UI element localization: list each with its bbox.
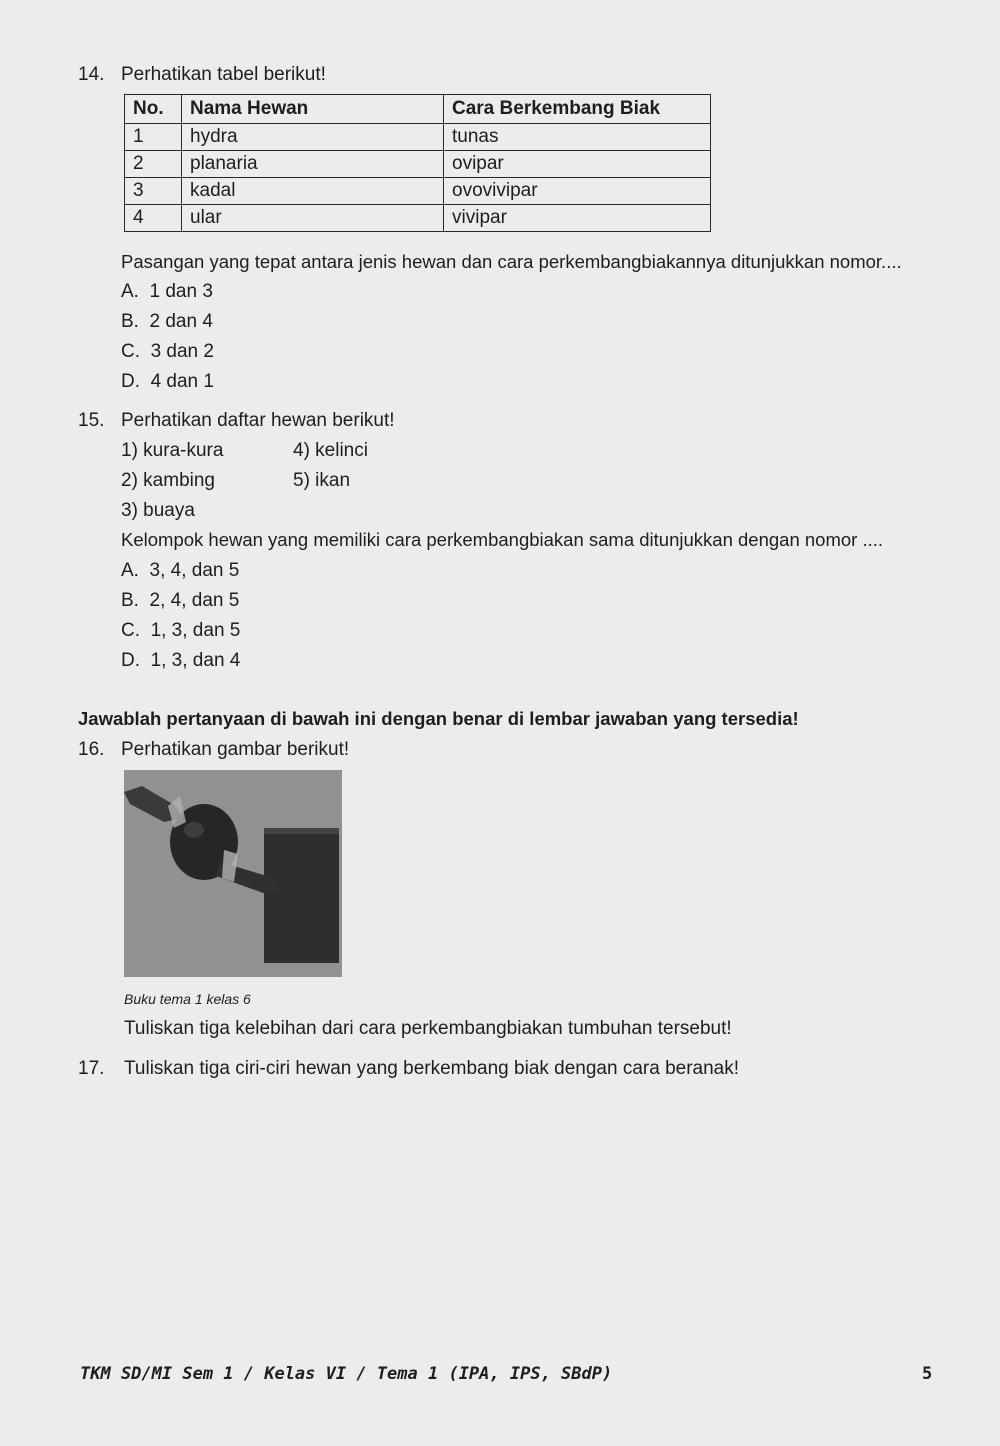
option-letter: A.: [121, 281, 139, 302]
table-cell: ular: [182, 205, 444, 232]
q15-option-c[interactable]: [121, 620, 240, 642]
table-row: [125, 178, 711, 205]
q15-option-d[interactable]: [121, 650, 240, 672]
option-letter: C.: [121, 341, 140, 362]
table-cell: 4: [125, 205, 182, 232]
section-instruction: Jawablah pertanyaan di bawah ini dengan benar di lembar jawaban yang tersedia!: [78, 708, 799, 729]
grafting-illustration: [124, 770, 342, 977]
table-header: No.: [125, 95, 182, 124]
option-text: 1, 3, dan 4: [150, 650, 241, 671]
q14-table: [124, 94, 711, 232]
table-row: [125, 124, 711, 151]
table-cell: planaria: [182, 151, 444, 178]
table-row: [125, 205, 711, 232]
table-cell: ovovivipar: [444, 178, 711, 205]
table-cell: 1: [125, 124, 182, 151]
q15-list-item: 5) ikan: [293, 470, 351, 491]
q15-list-item: 2) kambing: [121, 470, 215, 491]
q15-list-item: 1) kura-kura: [121, 440, 224, 461]
table-cell: hydra: [182, 124, 444, 151]
option-letter: D.: [121, 650, 140, 671]
q17-question: Tuliskan tiga ciri-ciri hewan yang berkembang biak dengan cara beranak!: [124, 1058, 740, 1079]
q15-prompt: Perhatikan daftar hewan berikut!: [121, 410, 395, 431]
option-letter: B.: [121, 590, 139, 611]
table-header: Nama Hewan: [182, 95, 444, 124]
bleed-through-text: [700, 64, 704, 81]
table-cell: kadal: [182, 178, 444, 205]
q14-option-b[interactable]: [121, 311, 213, 333]
option-letter: D.: [121, 371, 140, 392]
q14-option-a[interactable]: [121, 281, 213, 303]
q16-question: Tuliskan tiga kelebihan dari cara perkembangbiakan tumbuhan tersebut!: [124, 1018, 732, 1039]
q14-question: Pasangan yang tepat antara jenis hewan dan cara perkembangbiakannya ditunjukkan nomor....: [121, 251, 902, 272]
q15-list-item: 4) kelinci: [293, 440, 368, 461]
q16-number: 16.: [78, 739, 105, 760]
table-cell: 3: [125, 178, 182, 205]
option-text: 4 dan 1: [150, 371, 214, 392]
q15-list-item: 3) buaya: [121, 500, 195, 521]
option-text: 2, 4, dan 5: [149, 590, 240, 611]
q14-prompt: Perhatikan tabel berikut!: [121, 64, 326, 85]
photo-caption: Buku tema 1 kelas 6: [124, 991, 251, 1007]
q14-option-d[interactable]: [121, 371, 214, 393]
page-number: 5: [922, 1364, 933, 1384]
option-letter: B.: [121, 311, 139, 332]
q15-option-b[interactable]: [121, 590, 239, 612]
q14-number: 14.: [78, 64, 105, 85]
table-cell: 2: [125, 151, 182, 178]
option-text: 2 dan 4: [149, 311, 213, 332]
option-text: 1 dan 3: [149, 281, 213, 302]
q14-option-c[interactable]: [121, 341, 214, 363]
option-letter: A.: [121, 560, 139, 581]
grafting-photo: [124, 770, 342, 977]
table-header-row: [125, 95, 711, 124]
table-row: [125, 151, 711, 178]
q16-prompt: Perhatikan gambar berikut!: [121, 739, 350, 760]
option-text: 1, 3, dan 5: [150, 620, 241, 641]
table-cell: tunas: [444, 124, 711, 151]
table-cell: ovipar: [444, 151, 711, 178]
footer-title: TKM SD/MI Sem 1 / Kelas VI / Tema 1 (IPA, IPS, SBdP): [80, 1364, 613, 1384]
option-text: 3, 4, dan 5: [149, 560, 240, 581]
table-header: Cara Berkembang Biak: [444, 95, 711, 124]
q15-question: Kelompok hewan yang memiliki cara perkembangbiakan sama ditunjukkan dengan nomor ....: [121, 529, 884, 550]
option-letter: C.: [121, 620, 140, 641]
q15-option-a[interactable]: [121, 560, 239, 582]
table-cell: vivipar: [444, 205, 711, 232]
q15-number: 15.: [78, 410, 105, 431]
q17-number: 17.: [78, 1058, 105, 1079]
option-text: 3 dan 2: [150, 341, 214, 362]
